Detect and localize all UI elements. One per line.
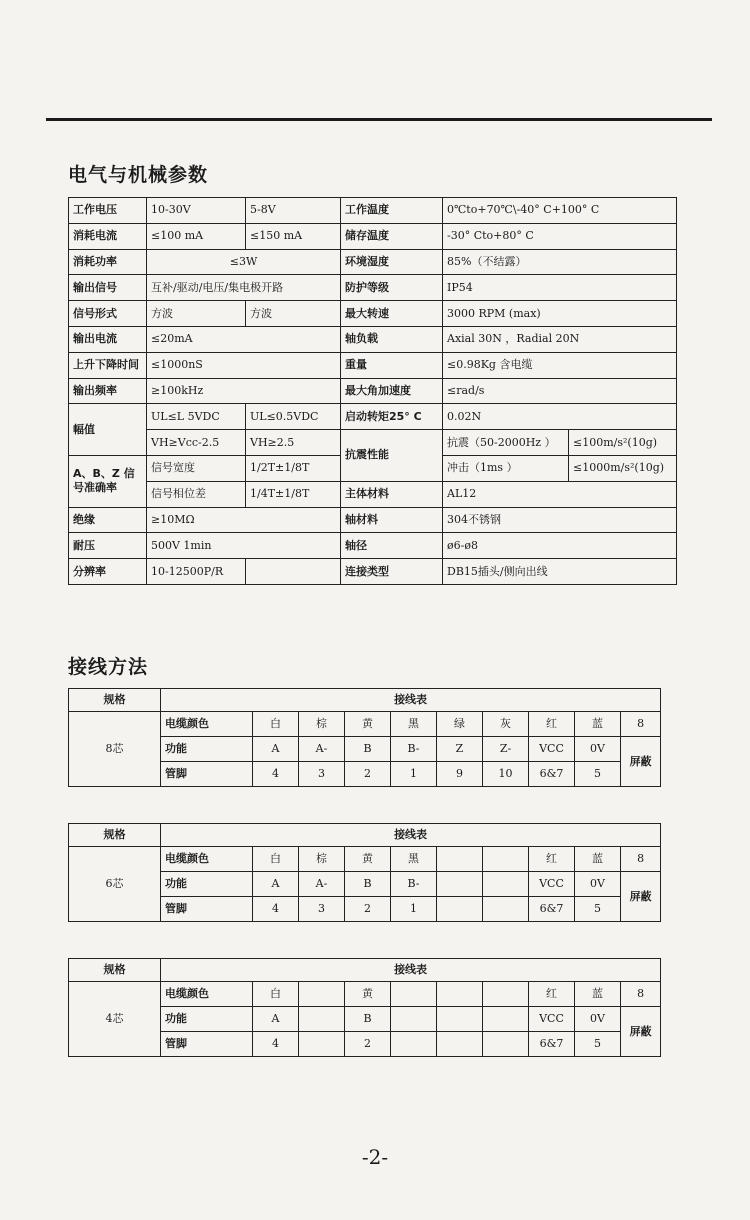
wiring-pin-cell: 5	[575, 897, 621, 922]
wiring-spec-name: 6芯	[69, 847, 161, 922]
spec-label: 绝缘	[69, 507, 147, 533]
spec-label: 主体材料	[341, 481, 443, 507]
wiring-function-cell: A	[253, 737, 299, 762]
spec-value: ≤3W	[147, 249, 341, 275]
wiring-function-cell: 0V	[575, 872, 621, 897]
spec-label: 抗震性能	[341, 430, 443, 482]
spec-value: UL≤L 5VDC	[147, 404, 246, 430]
wiring-pin-cell: 1	[391, 762, 437, 787]
wiring-pin-cell: 4	[253, 762, 299, 787]
spec-value: AL12	[443, 481, 677, 507]
spec-label: 防护等级	[341, 275, 443, 301]
spec-value: 304不锈钢	[443, 507, 677, 533]
wiring-shield-label: 屏蔽	[621, 1007, 661, 1057]
wiring-color-cell: 黄	[345, 982, 391, 1007]
wiring-table-8-core	[68, 688, 661, 787]
wiring-function-cell: 0V	[575, 737, 621, 762]
spec-value: 3000 RPM (max)	[443, 301, 677, 327]
spec-label: 轴负载	[341, 326, 443, 352]
spec-label: 储存温度	[341, 223, 443, 249]
spec-value: Axial 30N ，Radial 20N	[443, 326, 677, 352]
wiring-table-4-core	[68, 958, 661, 1057]
wiring-function-cell: A-	[299, 872, 345, 897]
wiring-shield-label: 屏蔽	[621, 872, 661, 922]
spec-table	[68, 197, 677, 585]
wiring-shield-pin: 8	[621, 847, 661, 872]
wiring-pin-cell: 3	[299, 762, 345, 787]
wiring-pin-cell	[299, 1032, 345, 1057]
spec-value: 85%（不结露）	[443, 249, 677, 275]
spec-value: ø6-ø8	[443, 533, 677, 559]
spec-value: DB15插头/侧向出线	[443, 559, 677, 585]
spec-value: 0.02N	[443, 404, 677, 430]
wiring-table-header: 接线表	[161, 959, 661, 982]
wiring-pin-cell: 4	[253, 897, 299, 922]
wiring-pin-cell: 9	[437, 762, 483, 787]
spec-label: 环境湿度	[341, 249, 443, 275]
spec-value: 10-12500P/R	[147, 559, 246, 585]
spec-value: ≤150 mA	[246, 223, 341, 249]
spec-value: VH≥2.5	[246, 430, 341, 456]
spec-value: ≤1000nS	[147, 352, 341, 378]
wiring-spec-name: 8芯	[69, 712, 161, 787]
spec-value: 方波	[246, 301, 341, 327]
spec-value: ≤rad/s	[443, 378, 677, 404]
wiring-color-cell: 白	[253, 982, 299, 1007]
wiring-color-cell: 黑	[391, 712, 437, 737]
section-title-wiring: 接线方法	[68, 656, 149, 678]
wiring-color-cell: 蓝	[575, 982, 621, 1007]
wiring-row-label: 功能	[161, 872, 253, 897]
page-number: -2-	[361, 1145, 389, 1169]
wiring-pin-cell: 6&7	[529, 897, 575, 922]
wiring-color-cell	[483, 982, 529, 1007]
spec-row	[69, 533, 677, 559]
wiring-color-cell	[437, 982, 483, 1007]
spec-value: ≥10MΩ	[147, 507, 341, 533]
spec-value: 冲击（1ms ）	[443, 455, 569, 481]
wiring-pin-cell: 2	[345, 762, 391, 787]
spec-row	[69, 404, 677, 430]
wiring-function-cell: B	[345, 872, 391, 897]
wiring-header-row	[69, 959, 661, 982]
wiring-row-label: 管脚	[161, 897, 253, 922]
wiring-spec-header: 规格	[69, 689, 161, 712]
wiring-color-cell: 红	[529, 982, 575, 1007]
wiring-row-label: 管脚	[161, 762, 253, 787]
spec-row	[69, 326, 677, 352]
wiring-pin-cell: 6&7	[529, 762, 575, 787]
wiring-color-cell	[437, 847, 483, 872]
wiring-pin-cell: 5	[575, 1032, 621, 1057]
wiring-function-cell: A-	[299, 737, 345, 762]
wiring-color-cell: 红	[529, 847, 575, 872]
spec-label: 工作温度	[341, 198, 443, 224]
wiring-spec-header: 规格	[69, 824, 161, 847]
wiring-pin-cell: 5	[575, 762, 621, 787]
spec-value: UL≤0.5VDC	[246, 404, 341, 430]
spec-label: 上升下降时间	[69, 352, 147, 378]
wiring-function-cell: Z	[437, 737, 483, 762]
spec-value: 方波	[147, 301, 246, 327]
spec-row	[69, 249, 677, 275]
spec-value: 5-8V	[246, 198, 341, 224]
spec-label: 消耗电流	[69, 223, 147, 249]
spec-label: 重量	[341, 352, 443, 378]
wiring-function-cell	[437, 872, 483, 897]
wiring-function-cell	[483, 1007, 529, 1032]
wiring-color-cell: 蓝	[575, 847, 621, 872]
wiring-row-label: 功能	[161, 1007, 253, 1032]
spec-value: 1/4T±1/8T	[246, 481, 341, 507]
wiring-function-cell: B-	[391, 872, 437, 897]
spec-value: 信号相位差	[147, 481, 246, 507]
wiring-color-cell: 灰	[483, 712, 529, 737]
wiring-header-row	[69, 824, 661, 847]
wiring-function-cell: B-	[391, 737, 437, 762]
spec-value: 1/2T±1/8T	[246, 455, 341, 481]
wiring-function-cell	[391, 1007, 437, 1032]
spec-label: 最大转速	[341, 301, 443, 327]
wiring-pin-cell: 3	[299, 897, 345, 922]
wiring-color-cell: 红	[529, 712, 575, 737]
wiring-color-cell: 白	[253, 712, 299, 737]
spec-label: 信号形式	[69, 301, 147, 327]
spec-label: 耐压	[69, 533, 147, 559]
wiring-function-cell	[483, 872, 529, 897]
wiring-pin-cell: 2	[345, 897, 391, 922]
wiring-row-label: 管脚	[161, 1032, 253, 1057]
wiring-color-cell: 棕	[299, 712, 345, 737]
wiring-function-cell: B	[345, 737, 391, 762]
wiring-shield-label: 屏蔽	[621, 737, 661, 787]
wiring-function-cell: B	[345, 1007, 391, 1032]
spec-value: ≤0.98Kg 含电缆	[443, 352, 677, 378]
spec-label: 幅值	[69, 404, 147, 456]
spec-label: 消耗功率	[69, 249, 147, 275]
spec-value: 10-30V	[147, 198, 246, 224]
spec-value: 0℃to+70℃\-40° C+100° C	[443, 198, 677, 224]
spec-label: 启动转矩25° C	[341, 404, 443, 430]
spec-value: VH≥Vcc-2.5	[147, 430, 246, 456]
wiring-function-cell: VCC	[529, 872, 575, 897]
spec-row	[69, 223, 677, 249]
wiring-row	[69, 982, 661, 1007]
top-rule	[46, 118, 712, 121]
wiring-row-label: 功能	[161, 737, 253, 762]
wiring-color-cell: 棕	[299, 847, 345, 872]
wiring-color-cell: 黄	[345, 847, 391, 872]
wiring-pin-cell	[437, 1032, 483, 1057]
wiring-row	[69, 847, 661, 872]
wiring-pin-cell	[437, 897, 483, 922]
spec-value: 500V 1min	[147, 533, 341, 559]
spec-row	[69, 559, 677, 585]
spec-value: IP54	[443, 275, 677, 301]
wiring-pin-cell: 4	[253, 1032, 299, 1057]
wiring-shield-pin: 8	[621, 712, 661, 737]
spec-row	[69, 481, 677, 507]
spec-label: 轴径	[341, 533, 443, 559]
section-title-electrical-mechanical: 电气与机械参数	[68, 164, 209, 186]
wiring-table-header: 接线表	[161, 824, 661, 847]
spec-row	[69, 301, 677, 327]
wiring-color-cell: 黑	[391, 847, 437, 872]
spec-row	[69, 275, 677, 301]
wiring-pin-cell: 10	[483, 762, 529, 787]
spec-row	[69, 378, 677, 404]
wiring-color-cell: 绿	[437, 712, 483, 737]
wiring-spec-header: 规格	[69, 959, 161, 982]
wiring-pin-cell	[483, 1032, 529, 1057]
wiring-color-cell: 蓝	[575, 712, 621, 737]
wiring-table-header: 接线表	[161, 689, 661, 712]
spec-label: 最大角加速度	[341, 378, 443, 404]
spec-value: ≤20mA	[147, 326, 341, 352]
spec-label: 输出信号	[69, 275, 147, 301]
spec-label: 分辨率	[69, 559, 147, 585]
spec-label: 轴材料	[341, 507, 443, 533]
wiring-row-label: 电缆颜色	[161, 712, 253, 737]
wiring-pin-cell: 1	[391, 897, 437, 922]
wiring-function-cell	[437, 1007, 483, 1032]
spec-value: ≤100m/s²(10g)	[569, 430, 677, 456]
wiring-header-row	[69, 689, 661, 712]
wiring-color-cell	[483, 847, 529, 872]
wiring-pin-cell: 6&7	[529, 1032, 575, 1057]
spec-value	[246, 559, 341, 585]
wiring-function-cell: 0V	[575, 1007, 621, 1032]
spec-label: 连接类型	[341, 559, 443, 585]
spec-row	[69, 352, 677, 378]
spec-value: 信号宽度	[147, 455, 246, 481]
wiring-pin-cell	[483, 897, 529, 922]
spec-value: ≤100 mA	[147, 223, 246, 249]
wiring-color-cell: 黄	[345, 712, 391, 737]
spec-label: 输出频率	[69, 378, 147, 404]
wiring-color-cell	[299, 982, 345, 1007]
spec-value: 互补/驱动/电压/集电极开路	[147, 275, 341, 301]
wiring-row-label: 电缆颜色	[161, 847, 253, 872]
wiring-function-cell	[299, 1007, 345, 1032]
wiring-function-cell: VCC	[529, 737, 575, 762]
wiring-spec-name: 4芯	[69, 982, 161, 1057]
wiring-row	[69, 712, 661, 737]
spec-label: A、B、Z 信号准确率	[69, 455, 147, 507]
spec-label: 输出电流	[69, 326, 147, 352]
spec-row	[69, 198, 677, 224]
wiring-color-cell: 白	[253, 847, 299, 872]
wiring-function-cell: VCC	[529, 1007, 575, 1032]
spec-label: 工作电压	[69, 198, 147, 224]
wiring-function-cell: A	[253, 1007, 299, 1032]
wiring-function-cell: Z-	[483, 737, 529, 762]
wiring-color-cell	[391, 982, 437, 1007]
wiring-pin-cell: 2	[345, 1032, 391, 1057]
wiring-function-cell: A	[253, 872, 299, 897]
spec-row	[69, 430, 677, 456]
wiring-pin-cell	[391, 1032, 437, 1057]
wiring-table-6-core	[68, 823, 661, 922]
wiring-shield-pin: 8	[621, 982, 661, 1007]
spec-row	[69, 507, 677, 533]
spec-value: -30° Cto+80° C	[443, 223, 677, 249]
spec-value: ≥100kHz	[147, 378, 341, 404]
wiring-row-label: 电缆颜色	[161, 982, 253, 1007]
spec-value: 抗震（50-2000Hz ）	[443, 430, 569, 456]
spec-value: ≤1000m/s²(10g)	[569, 455, 677, 481]
